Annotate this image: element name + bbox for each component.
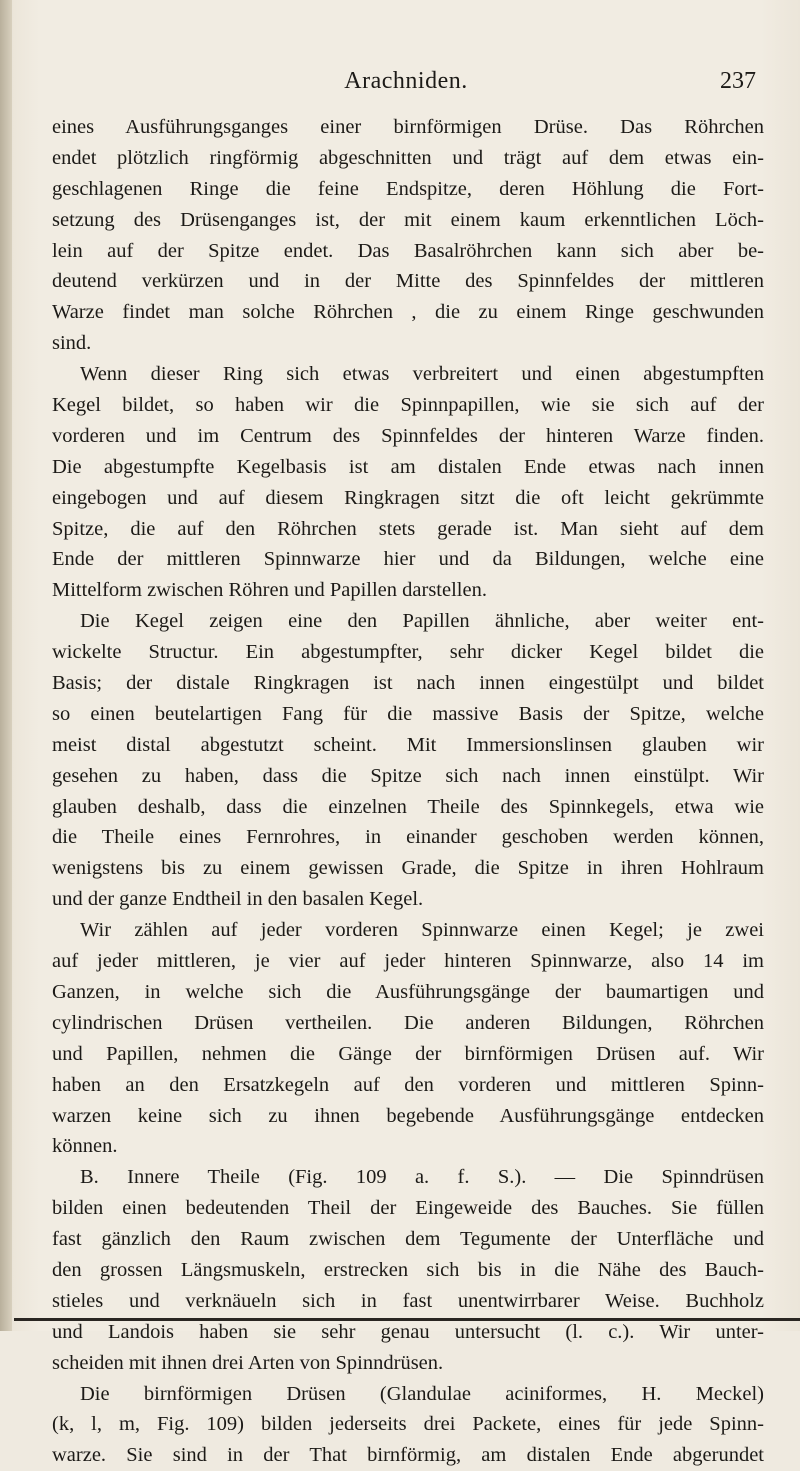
text-line: setzung des Drüsenganges ist, der mit einem kaum erkenntlichen Löch- — [52, 208, 764, 231]
text-line: die Theile eines Fernrohres, in einander geschoben werden können, — [52, 826, 764, 849]
text-line: vorderen und im Centrum des Spinnfeldes der hinteren Warze finden. — [52, 424, 764, 447]
text-line: sind. — [52, 332, 92, 355]
text-line: können. — [52, 1135, 118, 1158]
text-line: und Landois haben sie sehr genau untersucht (l. c.). Wir unter- — [52, 1320, 764, 1343]
text-line: bilden einen bedeutenden Theil der Eingeweide des Bauches. Sie füllen — [52, 1197, 764, 1220]
text-line: warze. Sie sind in der That birnförmig, am distalen Ende abgerundet — [52, 1444, 764, 1467]
text-line: eines Ausführungsganges einer birnförmigen Drüse. Das Röhrchen — [52, 116, 764, 138]
text-line: den grossen Längsmuskeln, erstrecken sich bis in die Nähe des Bauch- — [52, 1258, 764, 1281]
text-line: und der ganze Endtheil in den basalen Kegel. — [52, 888, 424, 911]
text-line: Die birnförmigen Drüsen (Glandulae aciniformes, H. Meckel) — [80, 1382, 764, 1405]
section-heading-line: B. Innere Theile (Fig. 109 a. f. S.). — Die Spinndrüsen — [80, 1166, 764, 1189]
text-line: Die Kegel zeigen eine den Papillen ähnliche, aber weiter ent- — [80, 610, 764, 633]
text-line: endet plötzlich ringförmig abgeschnitten und trägt auf dem etwas ein- — [52, 146, 764, 169]
text-line: gesehen zu haben, dass die Spitze sich nach innen einstülpt. Wir — [52, 764, 764, 787]
text-line: deutend verkürzen und in der Mitte des Spinnfeldes der mittleren — [52, 270, 764, 293]
text-line: Die abgestumpfte Kegelbasis ist am distalen Ende etwas nach innen — [52, 455, 764, 478]
text-line: fast gänzlich den Raum zwischen dem Tegumente der Unterfläche und — [52, 1228, 764, 1251]
text-line: Wenn dieser Ring sich etwas verbreitert und einen abgestumpften — [80, 363, 764, 386]
text-line: wickelte Structur. Ein abgestumpfter, sehr dicker Kegel bildet die — [52, 641, 764, 664]
page-gutter-edge — [0, 0, 12, 1331]
text-line: eingebogen und auf diesem Ringkragen sitzt die oft leicht gekrümmte — [52, 486, 764, 509]
text-line: Ganzen, in welche sich die Ausführungsgänge der baumartigen und — [52, 980, 764, 1003]
text-line: (k, l, m, Fig. 109) bilden jederseits drei Packete, eines für jede Spinn- — [52, 1413, 764, 1436]
text-line: und Papillen, nehmen die Gänge der birnförmigen Drüsen auf. Wir — [52, 1042, 764, 1065]
page-bottom-edge — [14, 1318, 800, 1321]
page-number: 237 — [720, 68, 756, 94]
text-line: stieles und verknäueln sich in fast unentwirrbarer Weise. Buchholz — [52, 1289, 764, 1312]
running-head: Arachniden. — [344, 68, 468, 94]
text-line: geschlagenen Ringe die feine Endspitze, deren Höhlung die Fort- — [52, 177, 764, 200]
text-line: Kegel bildet, so haben wir die Spinnpapillen, wie sie sich auf der — [52, 394, 764, 417]
text-line: Wir zählen auf jeder vorderen Spinnwarze einen Kegel; je zwei — [80, 919, 764, 942]
text-line: meist distal abgestutzt scheint. Mit Immersionslinsen glauben wir — [52, 733, 764, 756]
text-line: Ende der mittleren Spinnwarze hier und da Bildungen, welche eine — [52, 548, 764, 571]
page-header — [56, 68, 756, 100]
text-line: auf jeder mittleren, je vier auf jeder hinteren Spinnwarze, also 14 im — [52, 950, 764, 973]
text-line: lein auf der Spitze endet. Das Basalröhrchen kann sich aber be- — [52, 239, 764, 262]
text-line: warzen keine sich zu ihnen begebende Ausführungsgänge entdecken — [52, 1104, 764, 1127]
text-line: Basis; der distale Ringkragen ist nach innen eingestülpt und bildet — [52, 672, 764, 695]
text-line: haben an den Ersatzkegeln auf den vorderen und mittleren Spinn- — [52, 1073, 764, 1096]
text-line: wenigstens bis zu einem gewissen Grade, die Spitze in ihren Hohlraum — [52, 857, 764, 880]
text-line: glauben deshalb, dass die einzelnen Theile des Spinnkegels, etwa wie — [52, 795, 764, 818]
text-line: Spitze, die auf den Röhrchen stets gerade ist. Man sieht auf dem — [52, 517, 764, 540]
text-line: cylindrischen Drüsen vertheilen. Die anderen Bildungen, Röhrchen — [52, 1011, 764, 1034]
text-line: Mittelform zwischen Röhren und Papillen darstellen. — [52, 579, 487, 602]
text-line: so einen beutelartigen Fang für die massive Basis der Spitze, welche — [52, 702, 764, 725]
text-line: scheiden mit ihnen drei Arten von Spinndrüsen. — [52, 1351, 444, 1374]
text-line: Warze findet man solche Röhrchen , die zu einem Ringe geschwunden — [52, 301, 764, 324]
body-text — [52, 112, 764, 1471]
